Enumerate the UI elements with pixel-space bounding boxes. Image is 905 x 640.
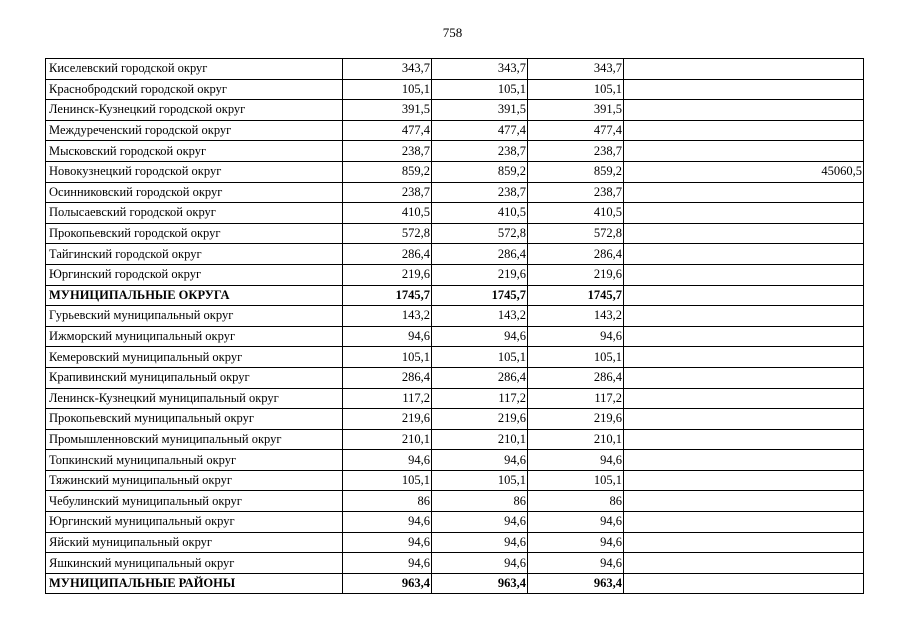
row-value-4-cell: [624, 182, 864, 203]
row-value-4-cell: [624, 223, 864, 244]
row-value-4-cell: [624, 244, 864, 265]
row-value-2-cell: 117,2: [432, 388, 528, 409]
row-value-2-cell: 219,6: [432, 409, 528, 430]
row-value-1-cell: 1745,7: [343, 285, 432, 306]
row-value-3-cell: 105,1: [528, 79, 624, 100]
row-value-3-cell: 963,4: [528, 573, 624, 594]
row-value-2-cell: 410,5: [432, 203, 528, 224]
row-name-cell: Крапивинский муниципальный округ: [46, 367, 343, 388]
row-value-2-cell: 219,6: [432, 264, 528, 285]
row-value-3-cell: 143,2: [528, 306, 624, 327]
table-row: [46, 79, 864, 100]
row-value-4-cell: [624, 450, 864, 471]
row-value-3-cell: 410,5: [528, 203, 624, 224]
row-value-1-cell: 86: [343, 491, 432, 512]
row-value-2-cell: 1745,7: [432, 285, 528, 306]
row-value-4-cell: [624, 306, 864, 327]
row-name-cell: Прокопьевский муниципальный округ: [46, 409, 343, 430]
row-value-4-cell: [624, 120, 864, 141]
row-value-1-cell: 143,2: [343, 306, 432, 327]
table-row: [46, 326, 864, 347]
row-value-1-cell: 94,6: [343, 326, 432, 347]
row-value-2-cell: 94,6: [432, 450, 528, 471]
row-value-3-cell: 94,6: [528, 326, 624, 347]
row-value-1-cell: 105,1: [343, 79, 432, 100]
row-value-1-cell: 477,4: [343, 120, 432, 141]
row-value-1-cell: 410,5: [343, 203, 432, 224]
row-value-3-cell: 94,6: [528, 532, 624, 553]
row-value-2-cell: 105,1: [432, 347, 528, 368]
row-value-1-cell: 94,6: [343, 553, 432, 574]
row-value-4-cell: [624, 100, 864, 121]
row-value-3-cell: 286,4: [528, 367, 624, 388]
row-value-1-cell: 286,4: [343, 367, 432, 388]
table-row: [46, 306, 864, 327]
row-value-3-cell: 859,2: [528, 161, 624, 182]
row-name-cell: МУНИЦИПАЛЬНЫЕ ОКРУГА: [46, 285, 343, 306]
row-name-cell: Мысковский городской округ: [46, 141, 343, 162]
row-value-4-cell: [624, 79, 864, 100]
table-row: [46, 59, 864, 80]
data-table: [45, 58, 864, 594]
table-row: [46, 182, 864, 203]
page-number: 758: [442, 25, 463, 40]
row-name-cell: Тяжинский муниципальный округ: [46, 470, 343, 491]
row-value-3-cell: 94,6: [528, 553, 624, 574]
table-row: [46, 120, 864, 141]
row-name-cell: Топкинский муниципальный округ: [46, 450, 343, 471]
row-name-cell: Яшкинский муниципальный округ: [46, 553, 343, 574]
row-name-cell: Киселевский городской округ: [46, 59, 343, 80]
table-row: [46, 429, 864, 450]
row-value-3-cell: 94,6: [528, 450, 624, 471]
row-value-4-cell: [624, 388, 864, 409]
row-value-2-cell: 105,1: [432, 470, 528, 491]
table-section-row: [46, 573, 864, 594]
row-value-3-cell: 238,7: [528, 141, 624, 162]
row-value-3-cell: 210,1: [528, 429, 624, 450]
row-value-3-cell: 286,4: [528, 244, 624, 265]
row-value-1-cell: 94,6: [343, 450, 432, 471]
table-row: [46, 470, 864, 491]
table-row: [46, 161, 864, 182]
row-value-3-cell: 219,6: [528, 264, 624, 285]
row-value-3-cell: 477,4: [528, 120, 624, 141]
row-value-3-cell: 105,1: [528, 470, 624, 491]
row-name-cell: Юргинский городской округ: [46, 264, 343, 285]
table-row: [46, 532, 864, 553]
table-section-row: [46, 285, 864, 306]
table-row: [46, 491, 864, 512]
table-row: [46, 223, 864, 244]
row-value-1-cell: 859,2: [343, 161, 432, 182]
row-value-2-cell: 238,7: [432, 182, 528, 203]
row-value-1-cell: 94,6: [343, 532, 432, 553]
row-value-2-cell: 391,5: [432, 100, 528, 121]
row-name-cell: Гурьевский муниципальный округ: [46, 306, 343, 327]
table-row: [46, 141, 864, 162]
row-name-cell: Прокопьевский городской округ: [46, 223, 343, 244]
row-name-cell: Краснобродский городской округ: [46, 79, 343, 100]
table-body: [46, 59, 864, 594]
row-value-2-cell: 94,6: [432, 532, 528, 553]
row-value-4-cell: [624, 512, 864, 533]
row-value-3-cell: 94,6: [528, 512, 624, 533]
table-row: [46, 264, 864, 285]
row-value-4-cell: [624, 203, 864, 224]
row-value-2-cell: 94,6: [432, 512, 528, 533]
row-value-2-cell: 86: [432, 491, 528, 512]
row-name-cell: МУНИЦИПАЛЬНЫЕ РАЙОНЫ: [46, 573, 343, 594]
row-name-cell: Новокузнецкий городской округ: [46, 161, 343, 182]
row-value-2-cell: 238,7: [432, 141, 528, 162]
table-row: [46, 100, 864, 121]
row-value-1-cell: 963,4: [343, 573, 432, 594]
row-value-3-cell: 1745,7: [528, 285, 624, 306]
row-value-1-cell: 219,6: [343, 264, 432, 285]
row-value-2-cell: 286,4: [432, 367, 528, 388]
row-name-cell: Полысаевский городской округ: [46, 203, 343, 224]
table-row: [46, 347, 864, 368]
row-value-4-cell: [624, 553, 864, 574]
row-name-cell: Промышленновский муниципальный округ: [46, 429, 343, 450]
table-row: [46, 203, 864, 224]
row-value-3-cell: 219,6: [528, 409, 624, 430]
row-value-1-cell: 391,5: [343, 100, 432, 121]
row-name-cell: Ленинск-Кузнецкий муниципальный округ: [46, 388, 343, 409]
row-value-1-cell: 210,1: [343, 429, 432, 450]
row-value-4-cell: [624, 326, 864, 347]
row-value-4-cell: [624, 573, 864, 594]
row-value-1-cell: 572,8: [343, 223, 432, 244]
row-value-3-cell: 238,7: [528, 182, 624, 203]
row-name-cell: Юргинский муниципальный округ: [46, 512, 343, 533]
row-value-4-cell: [624, 532, 864, 553]
table-row: [46, 553, 864, 574]
table-row: [46, 388, 864, 409]
row-value-1-cell: 286,4: [343, 244, 432, 265]
table-row: [46, 409, 864, 430]
row-name-cell: Тайгинский городской округ: [46, 244, 343, 265]
row-value-2-cell: 210,1: [432, 429, 528, 450]
table-row: [46, 512, 864, 533]
row-value-4-cell: [624, 141, 864, 162]
row-value-1-cell: 117,2: [343, 388, 432, 409]
row-name-cell: Междуреченский городской округ: [46, 120, 343, 141]
row-value-2-cell: 963,4: [432, 573, 528, 594]
row-value-4-cell: [624, 264, 864, 285]
row-value-4-cell: [624, 470, 864, 491]
row-name-cell: Ижморский муниципальный округ: [46, 326, 343, 347]
row-value-1-cell: 238,7: [343, 182, 432, 203]
table-row: [46, 367, 864, 388]
row-value-3-cell: 343,7: [528, 59, 624, 80]
row-value-1-cell: 238,7: [343, 141, 432, 162]
row-name-cell: Ленинск-Кузнецкий городской округ: [46, 100, 343, 121]
row-value-3-cell: 86: [528, 491, 624, 512]
row-name-cell: Чебулинский муниципальный округ: [46, 491, 343, 512]
row-value-4-cell: [624, 285, 864, 306]
row-value-2-cell: 94,6: [432, 553, 528, 574]
row-value-2-cell: 572,8: [432, 223, 528, 244]
table-row: [46, 450, 864, 471]
row-value-2-cell: 105,1: [432, 79, 528, 100]
row-value-1-cell: 343,7: [343, 59, 432, 80]
row-name-cell: Кемеровский муниципальный округ: [46, 347, 343, 368]
row-value-3-cell: 572,8: [528, 223, 624, 244]
row-name-cell: Осинниковский городской округ: [46, 182, 343, 203]
row-value-1-cell: 219,6: [343, 409, 432, 430]
row-value-3-cell: 105,1: [528, 347, 624, 368]
row-value-1-cell: 105,1: [343, 470, 432, 491]
row-value-1-cell: 94,6: [343, 512, 432, 533]
table-row: [46, 244, 864, 265]
row-value-4-cell: 45060,5: [624, 161, 864, 182]
row-value-3-cell: 117,2: [528, 388, 624, 409]
row-value-4-cell: [624, 491, 864, 512]
row-name-cell: Яйский муниципальный округ: [46, 532, 343, 553]
row-value-4-cell: [624, 409, 864, 430]
row-value-4-cell: [624, 429, 864, 450]
row-value-2-cell: 477,4: [432, 120, 528, 141]
row-value-1-cell: 105,1: [343, 347, 432, 368]
row-value-4-cell: [624, 59, 864, 80]
row-value-2-cell: 94,6: [432, 326, 528, 347]
row-value-2-cell: 859,2: [432, 161, 528, 182]
row-value-4-cell: [624, 367, 864, 388]
row-value-4-cell: [624, 347, 864, 368]
row-value-2-cell: 286,4: [432, 244, 528, 265]
row-value-2-cell: 143,2: [432, 306, 528, 327]
row-value-2-cell: 343,7: [432, 59, 528, 80]
row-value-3-cell: 391,5: [528, 100, 624, 121]
